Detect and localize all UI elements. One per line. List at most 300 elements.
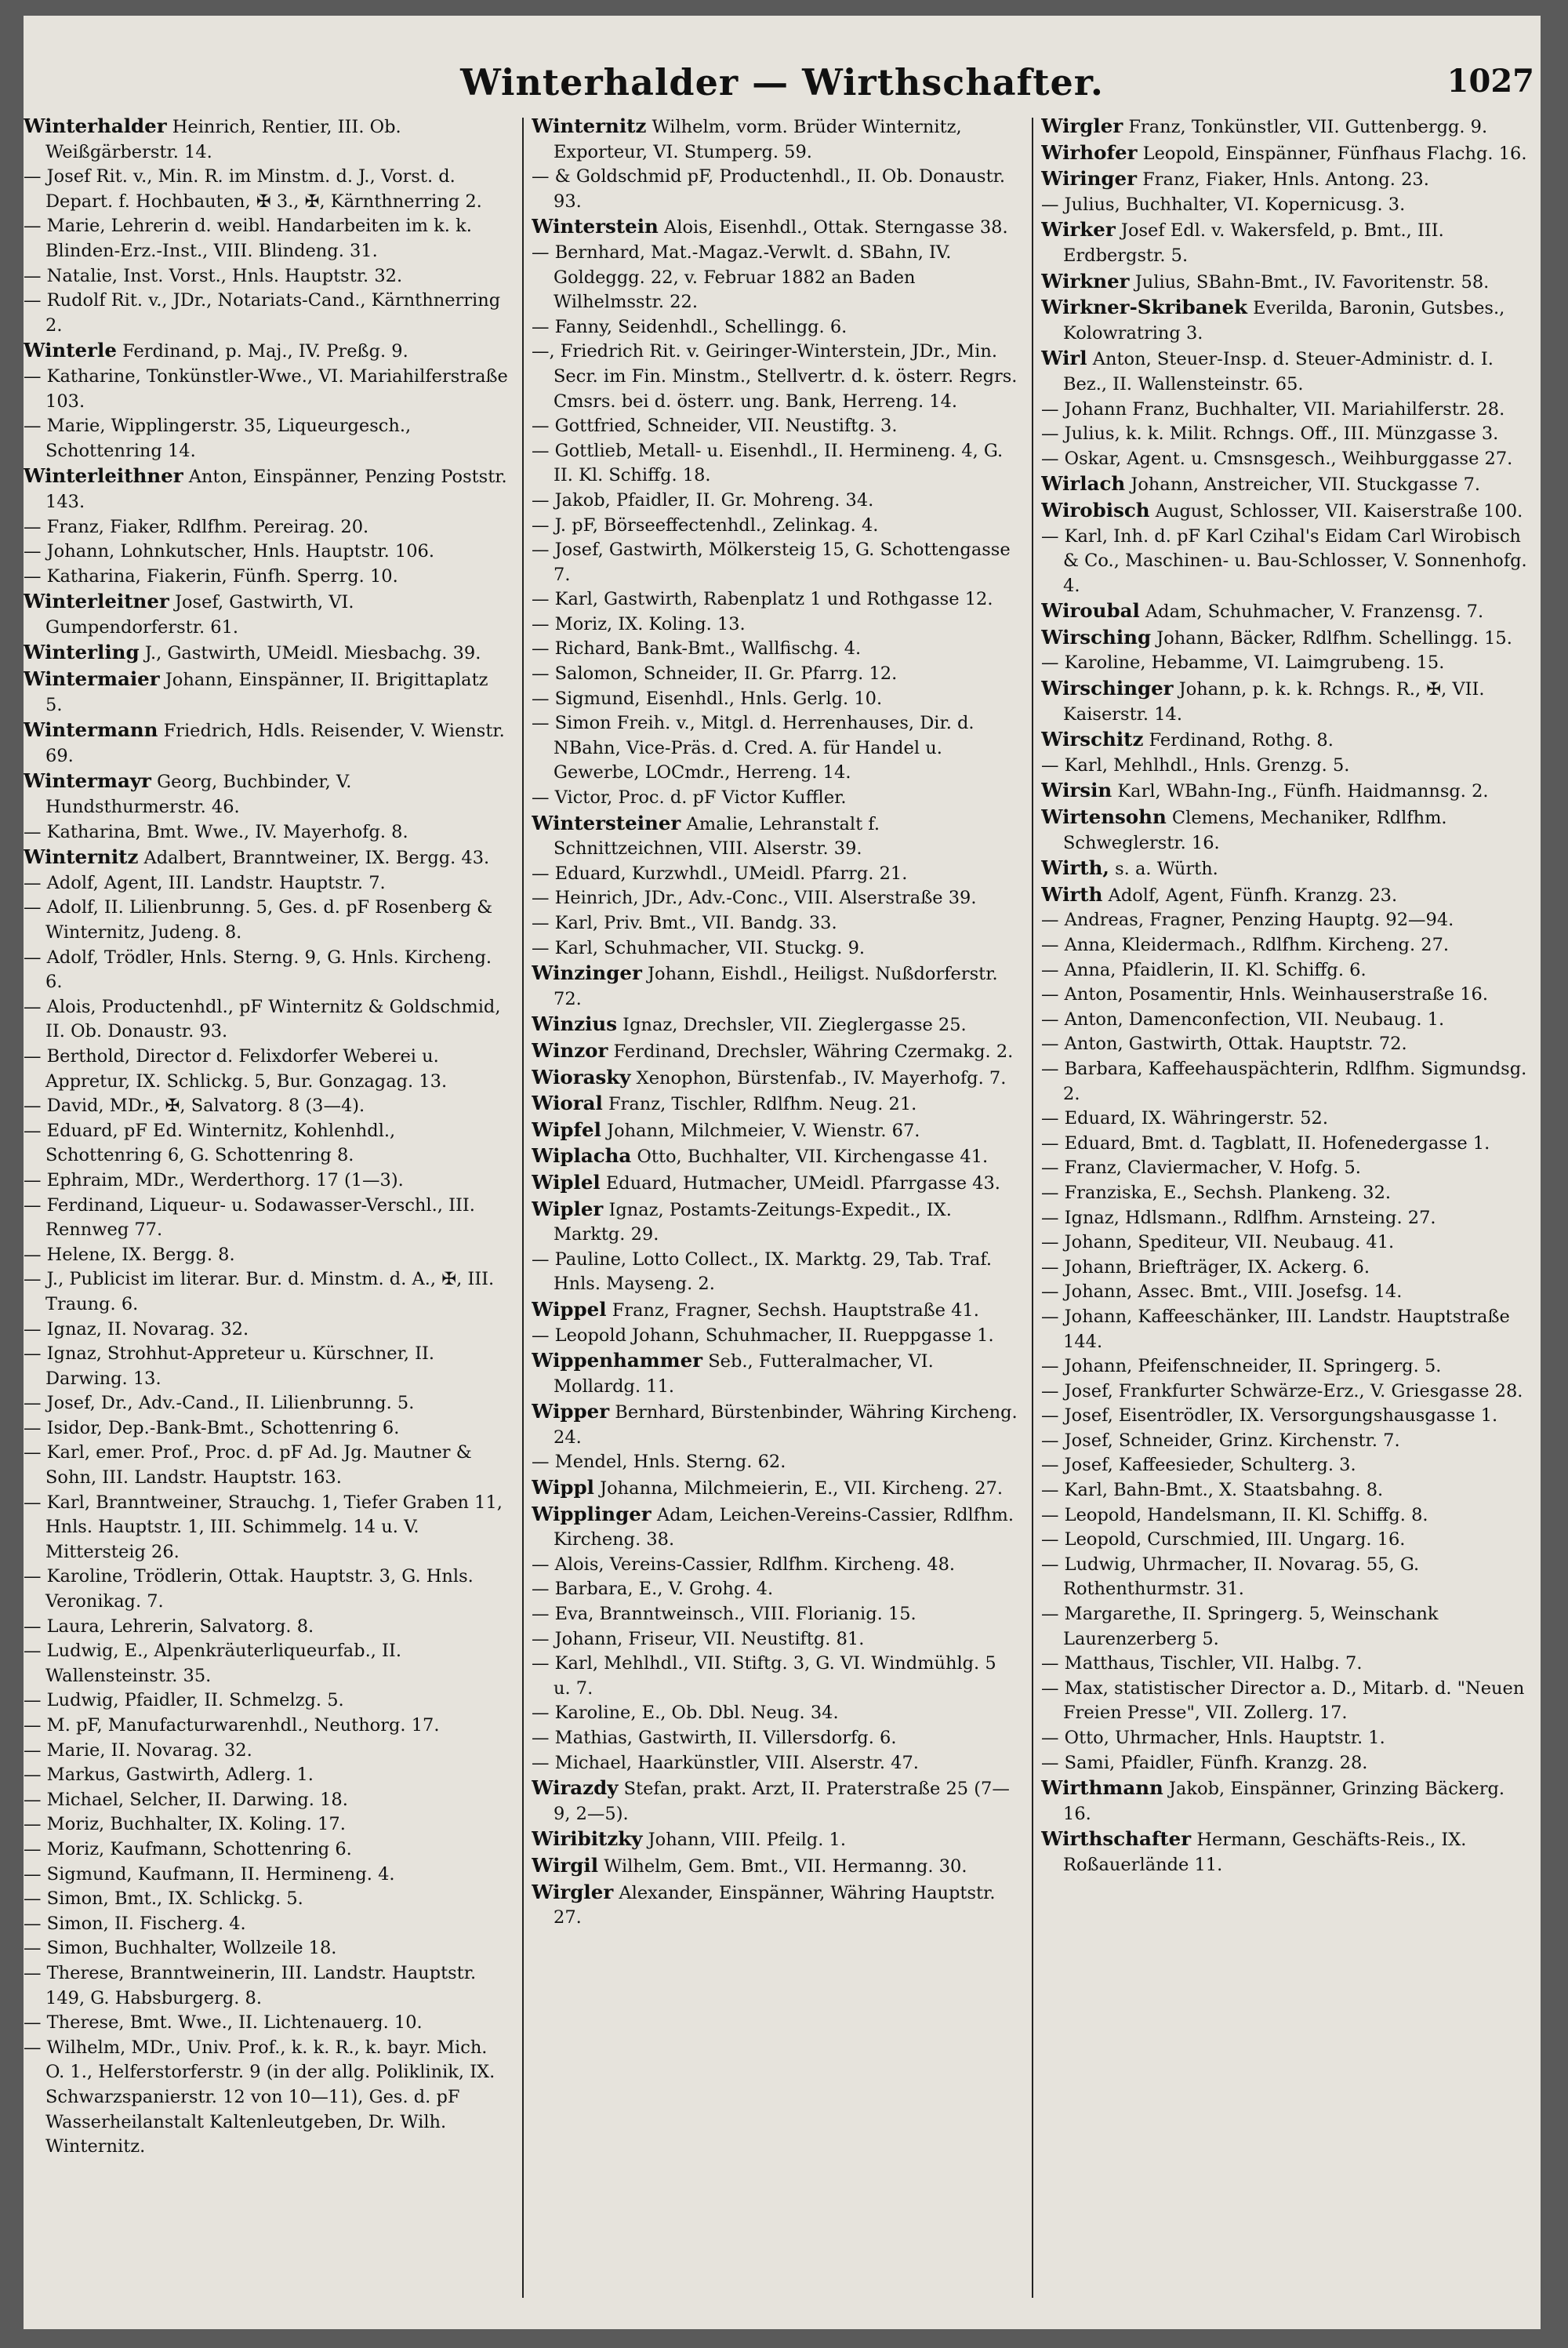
entry-surname: Winzius xyxy=(532,1012,618,1036)
entry-surname: Wipplinger xyxy=(532,1502,652,1525)
directory-entry xyxy=(24,1318,510,1343)
directory-entry xyxy=(24,1763,510,1788)
entry-text: — Margarethe, II. Springerg. 5, Weinschank Laurenzerberg 5. xyxy=(1041,1604,1439,1649)
entry-text: Johann, Anstreicher, VII. Stuckgasse 7. xyxy=(1125,474,1481,496)
entry-text: — Ignaz, Hdlsmann., Rdlfhm. Arnsteing. 27. xyxy=(1041,1207,1436,1228)
entry-text: Johann, Bäcker, Rdlfhm. Schellingg. 15. xyxy=(1151,627,1512,649)
directory-entry xyxy=(24,2036,510,2160)
entry-text: — Anna, Kleidermach., Rdlfhm. Kircheng. 27. xyxy=(1041,935,1450,955)
directory-entry xyxy=(24,1714,510,1739)
entry-text: — Johann, Lohnkutscher, Hnls. Hauptstr. 106. xyxy=(24,541,434,562)
entry-text: — Karl, Mehlhdl., VII. Stiftg. 3, G. VI. Windmühlg. 5 u. 7. xyxy=(532,1653,996,1699)
directory-entry xyxy=(532,315,1018,340)
entry-text: — Oskar, Agent. u. Cmsnsgesch., Weihburggasse 27. xyxy=(1041,448,1513,469)
entry-surname: Wippel xyxy=(532,1297,607,1321)
entry-text: — Johann, Spediteur, VII. Neubaug. 41. xyxy=(1041,1232,1395,1253)
running-title: Winterhalder — Wirthschafter. xyxy=(460,61,1104,104)
entry-surname: Wipler xyxy=(532,1197,604,1220)
directory-entry xyxy=(532,1012,1018,1038)
entry-text: — M. pF, Manufacturwarenhdl., Neuthorg. 17. xyxy=(24,1715,440,1736)
directory-entry xyxy=(24,667,510,718)
entry-text: — Josef, Kaffeesieder, Schulterg. 3. xyxy=(1041,1455,1356,1476)
entry-text: — Ludwig, Uhrmacher, II. Novarag. 55, G. Rothenthurmstr. 31. xyxy=(1041,1554,1420,1600)
directory-entry xyxy=(24,165,510,214)
entry-text: Anton, Steuer-Insp. d. Steuer-Administr. d. I. Bez., II. Wallensteinstr. 65. xyxy=(1063,349,1494,394)
directory-entry xyxy=(24,1863,510,1888)
entry-text: Adalbert, Branntweiner, IX. Bergg. 43. xyxy=(138,848,490,869)
entry-text: — Karl, emer. Prof., Proc. d. pF Ad. Jg. Mautner & Sohn, III. Landstr. Hauptstr. 163. xyxy=(24,1442,472,1488)
entry-surname: Wirazdy xyxy=(532,1776,619,1800)
directory-entry xyxy=(532,1853,1018,1880)
entry-surname: Winzor xyxy=(532,1038,608,1062)
directory-entry xyxy=(24,1739,510,1764)
entry-text: Hermann, Geschäfts-Reis., IX. Roßauerlände 11. xyxy=(1063,1830,1467,1875)
entry-text: Alois, Eisenhdl., Ottak. Sterngasse 38. xyxy=(658,217,1008,238)
entry-text: s. a. Würth. xyxy=(1109,859,1218,880)
entry-text: Julius, SBahn-Bmt., IV. Favoritenstr. 58. xyxy=(1129,271,1490,293)
entry-surname: Wipfel xyxy=(532,1118,601,1141)
entry-surname: Wirker xyxy=(1041,218,1116,242)
directory-entry xyxy=(24,1639,510,1688)
directory-entry xyxy=(1041,958,1535,983)
entry-text: Wilhelm, Gem. Bmt., VII. Hermanng. 30. xyxy=(598,1856,967,1877)
directory-entry xyxy=(24,1416,510,1441)
directory-entry xyxy=(532,662,1018,687)
entry-text: Xenophon, Bürstenfab., IV. Mayerhofg. 7. xyxy=(630,1067,1007,1089)
entry-text: — Simon Freih. v., Mitgl. d. Herrenhauses, Dir. d. NBahn, Vice-Präs. d. Cred. A. für Handel u. Gewerbe, LOCmdr., Herreng. 14. xyxy=(532,713,975,783)
directory-entry xyxy=(1041,1652,1535,1677)
entry-surname: Wintermayr xyxy=(24,769,151,793)
entry-text: Alexander, Einspänner, Währing Hauptstr. 27. xyxy=(554,1882,996,1928)
directory-entry xyxy=(24,1119,510,1169)
entry-surname: Wirgler xyxy=(1041,114,1123,137)
directory-entry xyxy=(532,489,1018,514)
entry-surname: Wipper xyxy=(532,1400,610,1423)
entry-text: — Moriz, Buchhalter, IX. Koling. 17. xyxy=(24,1814,346,1835)
directory-entry xyxy=(24,1887,510,1912)
entry-text: Ferdinand, Drechsler, Währing Czermakg. 2. xyxy=(608,1041,1014,1062)
entry-text: — Josef, Gastwirth, Mölkersteig 15, G. Schottengasse 7. xyxy=(532,540,1011,585)
entry-surname: Wirthschafter xyxy=(1041,1827,1192,1851)
entry-text: — Marie, Lehrerin d. weibl. Handarbeiten im k. k. Blinden-Erz.-Inst., VIII. Blindeng. 31. xyxy=(24,216,472,261)
entry-surname: Wirgil xyxy=(532,1853,599,1877)
directory-entry xyxy=(24,995,510,1045)
entry-text: — Jakob, Pfaidler, II. Gr. Mohreng. 34. xyxy=(532,489,874,511)
entry-text: Franz, Fiaker, Hnls. Antong. 23. xyxy=(1137,169,1429,191)
directory-entry xyxy=(532,1553,1018,1578)
directory-entry xyxy=(24,2011,510,2036)
page-header xyxy=(24,61,1541,108)
directory-entry xyxy=(1041,1032,1535,1057)
directory-entry xyxy=(24,214,510,264)
directory-entry xyxy=(532,1602,1018,1627)
entry-text: — J. pF, Börseeffectenhdl., Zelinkag. 4. xyxy=(532,514,879,536)
entry-surname: Wiplel xyxy=(532,1170,601,1194)
entry-text: — Karl, Schuhmacher, VII. Stuckg. 9. xyxy=(532,937,866,958)
directory-entry xyxy=(1041,1230,1535,1256)
entry-text: — Franziska, E., Sechsh. Plankeng. 32. xyxy=(1041,1182,1392,1203)
entry-text: — Ferdinand, Liqueur- u. Sodawasser-Verschl., III. Rennweg 77. xyxy=(24,1194,475,1241)
directory-entry xyxy=(24,1788,510,1813)
entry-surname: Wirschinger xyxy=(1041,677,1174,700)
entry-text: Adam, Leichen-Vereins-Cassier, Rdlfhm. Kircheng. 38. xyxy=(554,1504,1014,1550)
directory-entry xyxy=(532,1502,1018,1553)
entry-text: — Adolf, II. Lilienbrunng. 5, Ges. d. pF Rosenberg & Winternitz, Judeng. 8. xyxy=(24,897,493,943)
entry-text: — Johann Franz, Buchhalter, VII. Mariahilferstr. 28. xyxy=(1041,398,1505,420)
directory-entry xyxy=(1041,1107,1535,1132)
entry-text: — Karl, Gastwirth, Rabenplatz 1 und Rothgasse 12. xyxy=(532,589,993,610)
directory-entry xyxy=(1041,1008,1535,1033)
directory-entry xyxy=(532,1091,1018,1118)
directory-entry xyxy=(1041,114,1535,140)
directory-entry xyxy=(1041,525,1535,599)
entry-text: — Gottlieb, Metall- u. Eisenhdl., II. Hermineng. 4, G. II. Kl. Schiffg. 18. xyxy=(532,440,1004,486)
entry-surname: Winzinger xyxy=(532,961,642,985)
entry-text: Adolf, Agent, Fünfh. Kranzg. 23. xyxy=(1102,885,1398,906)
entry-text: — Ludwig, E., Alpenkräuterliqueurfab., II. Wallensteinstr. 35. xyxy=(24,1641,401,1686)
entry-text: — Simon, Bmt., IX. Schlickg. 5. xyxy=(24,1888,303,1910)
directory-entry xyxy=(24,565,510,590)
entry-text: Adam, Schuhmacher, V. Franzensg. 7. xyxy=(1139,602,1484,623)
directory-entry xyxy=(532,1751,1018,1776)
entry-surname: Wirkner xyxy=(1041,269,1130,293)
entry-text: Georg, Buchbinder, V. Hundsthurmerstr. 46. xyxy=(45,772,352,818)
entry-text: — Johann, Friseur, VII. Neustiftg. 81. xyxy=(532,1628,865,1649)
directory-entry xyxy=(1041,140,1535,167)
entry-text: — Johann, Pfeifenschneider, II. Springerg. 5. xyxy=(1041,1356,1442,1377)
entry-text: — Rudolf Rit. v., JDr., Notariats-Cand., Kärnthnerring 2. xyxy=(24,290,501,336)
directory-entry xyxy=(532,1652,1018,1701)
entry-text: — Fanny, Seidenhdl., Schellingg. 6. xyxy=(532,316,848,337)
directory-entry xyxy=(532,1399,1018,1450)
entry-surname: Winterhalder xyxy=(24,114,167,137)
entry-surname: Wippenhammer xyxy=(532,1349,703,1372)
directory-entry xyxy=(24,515,510,540)
directory-entry xyxy=(532,687,1018,712)
directory-entry xyxy=(532,514,1018,539)
directory-entry xyxy=(1041,471,1535,498)
entry-text: Johann, Milchmeier, V. Wienstr. 67. xyxy=(601,1120,920,1141)
directory-entry xyxy=(1041,1553,1535,1602)
entry-text: Johanna, Milchmeierin, E., VII. Kircheng. 27. xyxy=(593,1478,1004,1499)
entry-surname: Wirth xyxy=(1041,882,1103,906)
directory-entry xyxy=(532,862,1018,887)
entry-surname: Wirkner-Skribanek xyxy=(1041,296,1248,319)
directory-entry xyxy=(1041,1379,1535,1405)
directory-entry xyxy=(1041,598,1535,625)
directory-entry xyxy=(24,1615,510,1640)
entry-text: —, Friedrich Rit. v. Geiringer-Winterstein, JDr., Min. Secr. im Fin. Minstm., Stellvertr. d. k. österr. Regrs. Cmsrs. bei d. österr. ung. Bank, Herreng. 14. xyxy=(532,341,1018,412)
entry-text: — Katharine, Tonkünstler-Wwe., VI. Mariahilferstraße 103. xyxy=(24,365,508,412)
entry-surname: Wirlach xyxy=(1041,472,1126,496)
directory-entry xyxy=(532,1701,1018,1726)
entry-text: Friedrich, Hdls. Reisender, V. Wienstr. 69. xyxy=(45,721,505,766)
entry-text: — Johann, Briefträger, IX. Ackerg. 6. xyxy=(1041,1256,1370,1278)
entry-text: — Julius, k. k. Milit. Rchngs. Off., III. Münzgasse 3. xyxy=(1041,423,1499,445)
directory-entry xyxy=(24,1342,510,1391)
directory-entry xyxy=(24,463,510,514)
entry-text: — Franz, Claviermacher, V. Hofg. 5. xyxy=(1041,1158,1361,1179)
entry-surname: Winternitz xyxy=(532,114,647,137)
directory-entry xyxy=(24,1936,510,1961)
entry-text: — Ludwig, Pfaidler, II. Schmelzg. 5. xyxy=(24,1690,344,1711)
directory-entry xyxy=(1041,754,1535,779)
entry-text: — Mendel, Hnls. Sterng. 62. xyxy=(532,1452,786,1473)
entry-text: — Karoline, Trödlerin, Ottak. Hauptstr. 3, G. Hnls. Veronikag. 7. xyxy=(24,1566,474,1612)
entry-surname: Wirtensohn xyxy=(1041,805,1167,829)
entry-text: — Ignaz, II. Novarag. 32. xyxy=(24,1318,249,1339)
entry-text: Ferdinand, p. Maj., IV. Preßg. 9. xyxy=(116,341,408,362)
directory-entry xyxy=(24,414,510,463)
directory-entry xyxy=(1041,856,1535,882)
directory-entry xyxy=(532,340,1018,414)
entry-surname: Wintersteiner xyxy=(532,811,681,834)
entry-text: — Helene, IX. Bergg. 8. xyxy=(24,1244,235,1265)
directory-entry xyxy=(1041,933,1535,958)
entry-text: — Leopold, Handelsmann, II. Kl. Schiffg. 8. xyxy=(1041,1504,1428,1525)
directory-entry xyxy=(532,711,1018,786)
entry-text: Ignaz, Drechsler, VII. Zieglergasse 25. xyxy=(617,1015,967,1036)
directory-entry xyxy=(532,1475,1018,1502)
directory-entry xyxy=(1041,422,1535,447)
entry-text: — Simon, Buchhalter, Wollzeile 18. xyxy=(24,1938,337,1959)
entry-text: J., Gastwirth, UMeidl. Miesbachg. 39. xyxy=(139,643,481,664)
directory-entry xyxy=(1041,1478,1535,1503)
directory-entry xyxy=(1041,1602,1535,1652)
entry-text: Amalie, Lehranstalt f. Schnittzeichnen, VIII. Alserstr. 39. xyxy=(554,813,880,860)
directory-entry xyxy=(1041,346,1535,397)
directory-entry xyxy=(1041,1726,1535,1751)
entry-text: — Therese, Bmt. Wwe., II. Lichtenauerg. 10. xyxy=(24,2012,423,2034)
entry-surname: Wintermaier xyxy=(24,667,160,691)
entry-text: — Anton, Damenconfection, VII. Neubaug. 1. xyxy=(1041,1009,1445,1030)
entry-text: — Laura, Lehrerin, Salvatorg. 8. xyxy=(24,1616,314,1637)
directory-entry xyxy=(532,637,1018,662)
entry-surname: Wirobisch xyxy=(1041,498,1150,522)
entry-surname: Wirl xyxy=(1041,347,1087,370)
entry-text: — Anna, Pfaidlerin, II. Kl. Schiffg. 6. xyxy=(1041,959,1367,980)
entry-text: — Ignaz, Strohhut-Appreteur u. Kürschner, II. Darwing. 13. xyxy=(24,1343,435,1389)
directory-entry xyxy=(1041,1751,1535,1776)
directory-entry xyxy=(1041,1503,1535,1528)
directory-entry xyxy=(532,1776,1018,1826)
directory-entry xyxy=(24,1243,510,1268)
directory-entry xyxy=(532,1348,1018,1399)
entry-text: Franz, Tischler, Rdlfhm. Neug. 21. xyxy=(602,1094,917,1115)
entry-text: — Bernhard, Mat.-Magaz.-Verwlt. d. SBahn, IV. Goldeggg. 22, v. Februar 1882 an Baden Wilhelmsstr. 22. xyxy=(532,242,952,313)
entry-text: Karl, WBahn-Ing., Fünfh. Haidmannsg. 2. xyxy=(1112,781,1489,802)
directory-entry xyxy=(532,1826,1018,1853)
entry-text: — Alois, Vereins-Cassier, Rdlfhm. Kircheng. 48. xyxy=(532,1554,956,1575)
entry-surname: Wiribitzky xyxy=(532,1827,643,1851)
directory-entry xyxy=(1041,217,1535,268)
entry-text: Everilda, Baronin, Gutsbes., Kolowratring 3. xyxy=(1063,298,1505,343)
directory-entry xyxy=(532,612,1018,638)
entry-text: — Karl, Inh. d. pF Karl Czihal's Eidam Carl Wirobisch & Co., Maschinen- u. Bau-Schlosser, V. Sonnenhofg. 4. xyxy=(1041,525,1527,596)
entry-text: — Adolf, Trödler, Hnls. Sterng. 9, G. Hnls. Kircheng. 6. xyxy=(24,947,492,993)
entry-surname: Wioral xyxy=(532,1092,603,1115)
entry-surname: Wintermann xyxy=(24,718,158,742)
entry-text: Heinrich, Rentier, III. Ob. Weißgärberstr. 14. xyxy=(45,117,401,162)
entry-text: — J., Publicist im literar. Bur. d. Minstm. d. A., ✠, III. Traung. 6. xyxy=(24,1269,495,1314)
directory-entry xyxy=(532,538,1018,587)
directory-entry xyxy=(24,589,510,640)
entry-text: — Michael, Haarkünstler, VIII. Alserstr. 47. xyxy=(532,1752,919,1773)
entry-text: — Josef, Schneider, Grinz. Kirchenstr. 7. xyxy=(1041,1430,1400,1451)
entry-text: — Johann, Kaffeeschänker, III. Landstr. Hauptstraße 144. xyxy=(1041,1306,1510,1352)
entry-text: — Isidor, Dep.-Bank-Bmt., Schottenring 6. xyxy=(24,1417,400,1438)
directory-entry xyxy=(24,1491,510,1565)
directory-entry xyxy=(24,845,510,871)
entry-text: — Richard, Bank-Bmt., Wallfischg. 4. xyxy=(532,638,862,660)
entry-text: — Anton, Posamentir, Hnls. Weinhauserstraße 16. xyxy=(1041,984,1488,1005)
directory-entry xyxy=(532,961,1018,1012)
directory-entry xyxy=(532,241,1018,315)
entry-text: — Otto, Uhrmacher, Hnls. Hauptstr. 1. xyxy=(1041,1728,1385,1748)
directory-entry xyxy=(1041,1776,1535,1826)
entry-text: — Julius, Buchhalter, VI. Kopernicusg. 3. xyxy=(1041,194,1406,215)
directory-entry xyxy=(24,338,510,365)
entry-text: — Karoline, E., Ob. Dbl. Neug. 34. xyxy=(532,1703,839,1724)
entry-text: Ignaz, Postamts-Zeitungs-Expedit., IX. Marktg. 29. xyxy=(554,1199,952,1245)
entry-text: — Adolf, Agent, III. Landstr. Hauptstr. 7. xyxy=(24,872,386,893)
entry-text: Josef, Gastwirth, VI. Gumpendorferstr. 61. xyxy=(45,592,354,638)
entry-surname: Wirth, xyxy=(1041,856,1109,880)
directory-entry xyxy=(1041,193,1535,218)
directory-entry xyxy=(1041,166,1535,193)
entry-text: Eduard, Hutmacher, UMeidl. Pfarrgasse 43. xyxy=(600,1172,1000,1194)
directory-entry xyxy=(24,1441,510,1490)
entry-text: — Josef, Frankfurter Schwärze-Erz., V. Griesgasse 28. xyxy=(1041,1380,1523,1401)
directory-entry xyxy=(532,1297,1018,1324)
directory-entry xyxy=(1041,1453,1535,1478)
directory-entry xyxy=(24,1812,510,1837)
entry-text: Leopold, Einspänner, Fünfhaus Flachg. 16. xyxy=(1137,143,1527,164)
directory-entry xyxy=(1041,1256,1535,1281)
entry-text: — Wilhelm, MDr., Univ. Prof., k. k. R., k. bayr. Mich. O. 1., Helferstorferstr. 9 (in der allg. Poliklinik, IX. Schwarzspanierstr. 12 von 10—11), Ges. d. pF Wasserheilanstalt Kaltenleutgeben, Dr. Wilh. Winternitz. xyxy=(24,2037,495,2157)
page-number: 1027 xyxy=(1446,63,1534,100)
directory-entry xyxy=(1041,727,1535,754)
entry-surname: Winterle xyxy=(24,339,117,362)
entry-text: — Josef Rit. v., Min. R. im Minstm. d. J., Vorst. d. Depart. f. Hochbauten, ✠ 3., ✠, Kärnthnerring 2. xyxy=(24,166,482,212)
column-3 xyxy=(1041,114,1535,2329)
directory-entry xyxy=(532,1577,1018,1602)
directory-entry xyxy=(1041,983,1535,1008)
entry-text: — Michael, Selcher, II. Darwing. 18. xyxy=(24,1789,348,1810)
entry-text: Stefan, prakt. Arzt, II. Praterstraße 25 (7—9, 2—5). xyxy=(554,1779,1010,1824)
entry-text: — Max, statistischer Director a. D., Mitarb. d. "Neuen Freien Presse", VII. Zollerg. 17. xyxy=(1041,1677,1525,1724)
entry-text: — Salomon, Schneider, II. Gr. Pfarrg. 12. xyxy=(532,663,898,685)
directory-entry xyxy=(24,1837,510,1863)
directory-entry xyxy=(1041,1057,1535,1107)
directory-entry xyxy=(532,786,1018,811)
directory-entry xyxy=(24,871,510,896)
directory-entry xyxy=(532,1038,1018,1065)
directory-entry xyxy=(1041,778,1535,805)
entry-text: — Johann, Assec. Bmt., VIII. Josefsg. 14. xyxy=(1041,1281,1403,1303)
entry-text: — Matthaus, Tischler, VII. Halbg. 7. xyxy=(1041,1653,1363,1674)
entry-surname: Wiplacha xyxy=(532,1144,632,1168)
directory-entry xyxy=(532,1726,1018,1751)
entry-text: — Pauline, Lotto Collect., IX. Marktg. 29, Tab. Traf. Hnls. Mayseng. 2. xyxy=(532,1249,992,1295)
directory-entry xyxy=(1041,1429,1535,1454)
entry-text: Johann, p. k. k. Rchngs. R., ✠, VII. Kaiserstr. 14. xyxy=(1063,679,1485,725)
entry-surname: Wirgler xyxy=(532,1880,614,1903)
directory-entry xyxy=(24,1045,510,1094)
entry-text: — Berthold, Director d. Felixdorfer Weberei u. Appretur, IX. Schlickg. 5, Bur. Gonzagag. 13. xyxy=(24,1045,448,1092)
entry-text: — Josef, Dr., Adv.-Cand., II. Lilienbrunng. 5. xyxy=(24,1393,415,1414)
entry-surname: Winterling xyxy=(24,641,140,664)
directory-entry xyxy=(24,1565,510,1614)
entry-text: — Simon, II. Fischerg. 4. xyxy=(24,1913,246,1934)
directory-entry xyxy=(532,214,1018,241)
directory-entry xyxy=(532,1324,1018,1349)
entry-text: — Eduard, Bmt. d. Tagblatt, II. Hofenedergasse 1. xyxy=(1041,1132,1490,1154)
directory-page xyxy=(24,16,1541,2329)
entry-text: — Natalie, Inst. Vorst., Hnls. Hauptstr. 32. xyxy=(24,265,403,286)
directory-entry xyxy=(24,718,510,769)
directory-entry xyxy=(24,540,510,565)
entry-text: — Ephraim, MDr., Werderthorg. 17 (1—3). xyxy=(24,1169,404,1190)
directory-entry xyxy=(1041,1404,1535,1429)
directory-entry xyxy=(532,1627,1018,1652)
directory-entry xyxy=(24,769,510,820)
entry-surname: Winterleitner xyxy=(24,590,169,613)
directory-entry xyxy=(24,946,510,995)
entry-text: — Eva, Branntweinsch., VIII. Florianig. 15. xyxy=(532,1604,916,1625)
directory-entry xyxy=(532,1197,1018,1248)
entry-text: — Karoline, Hebamme, VI. Laimgrubeng. 15. xyxy=(1041,652,1445,674)
entry-text: — Victor, Proc. d. pF Victor Kuffler. xyxy=(532,787,847,809)
entry-text: — Sigmund, Eisenhdl., Hnls. Gerlg. 10. xyxy=(532,688,883,709)
directory-entry xyxy=(1041,805,1535,856)
entry-text: — Markus, Gastwirth, Adlerg. 1. xyxy=(24,1765,314,1786)
directory-entry xyxy=(24,114,510,165)
columns xyxy=(24,114,1541,2329)
entry-text: — Karl, Bahn-Bmt., X. Staatsbahng. 8. xyxy=(1041,1480,1384,1501)
directory-entry xyxy=(1041,1132,1535,1157)
directory-entry xyxy=(532,1118,1018,1144)
entry-text: — Sigmund, Kaufmann, II. Hermineng. 4. xyxy=(24,1863,395,1885)
entry-text: — Karl, Priv. Bmt., VII. Bandg. 33. xyxy=(532,913,837,933)
entry-text: Josef Edl. v. Wakersfeld, p. Bmt., III. Erdbergstr. 5. xyxy=(1063,220,1444,266)
directory-entry xyxy=(1041,447,1535,472)
entry-text: Seb., Futteralmacher, VI. Mollardg. 11. xyxy=(554,1351,934,1397)
directory-entry xyxy=(1041,498,1535,525)
entry-text: — Leopold, Curschmied, III. Ungarg. 16. xyxy=(1041,1529,1406,1550)
entry-text: — David, MDr., ✠, Salvatorg. 8 (3—4). xyxy=(24,1096,365,1117)
directory-entry xyxy=(24,1688,510,1714)
entry-text: Clemens, Mechaniker, Rdlfhm. Schweglerstr. 16. xyxy=(1063,808,1447,853)
entry-text: — Karl, Mehlhdl., Hnls. Grenzg. 5. xyxy=(1041,754,1350,776)
directory-entry xyxy=(1041,651,1535,676)
entry-text: — Franz, Fiaker, Rdlfhm. Pereirag. 20. xyxy=(24,516,369,537)
entry-text: August, Schlosser, VII. Kaiserstraße 100. xyxy=(1149,500,1523,522)
entry-text: — Eduard, Kurzwhdl., UMeidl. Pfarrg. 21. xyxy=(532,863,908,884)
directory-entry xyxy=(24,1094,510,1119)
directory-entry xyxy=(532,1143,1018,1170)
entry-surname: Wiorasky xyxy=(532,1065,631,1089)
entry-surname: Wirthmann xyxy=(1041,1776,1163,1800)
entry-text: Otto, Buchhalter, VII. Kirchengasse 41. xyxy=(631,1147,989,1168)
directory-entry xyxy=(532,1065,1018,1092)
directory-entry xyxy=(532,811,1018,862)
entry-surname: Wirschitz xyxy=(1041,728,1144,751)
entry-surname: Wirsching xyxy=(1041,625,1152,649)
directory-entry xyxy=(1041,1156,1535,1181)
directory-entry xyxy=(532,414,1018,439)
entry-surname: Winternitz xyxy=(24,845,139,869)
